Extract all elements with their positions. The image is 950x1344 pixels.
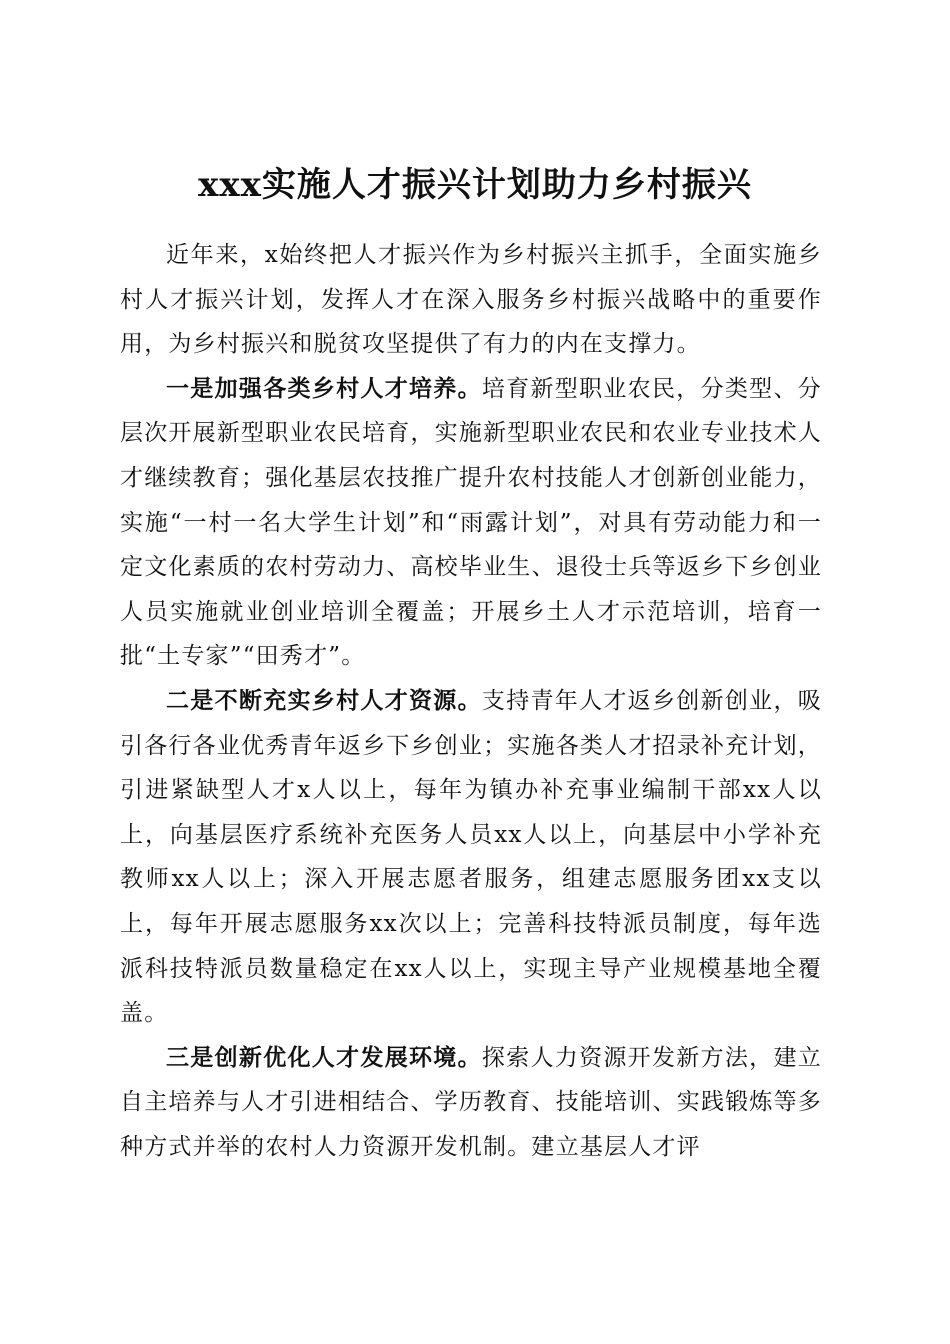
paragraph-lead: 一是加强各类乡村人才培养。 [166, 374, 482, 402]
paragraph-talent-training [120, 367, 822, 679]
paragraph-text: 培育新型职业农民，分类型、分层次开展新型职业农民培育，实施新型职业农民和农业专业技术人才继续教育；强化基层农技推广提升农村技能人才创新创业能力，实施“一村一名大学生计划”和“雨露计划”，对具有劳动能力和一定文化素质的农村劳动力、高校毕业生、退役士兵等返乡下乡创业人员实施就业创业培训全覆盖；开展乡土人才示范培训，培育一批“土专家”“田秀才”。 [120, 375, 822, 670]
paragraph-text: 探索人力资源开发新方法，建立自主培养与人才引进相结合、学历教育、技能培训、实践锻炼等多种方式并举的农村人力资源开发机制。建立基层人才评 [120, 1044, 822, 1160]
paragraph-talent-environment [120, 1036, 822, 1170]
paragraph-lead: 三是创新优化人才发展环境。 [166, 1043, 482, 1071]
paragraph-lead: 二是不断充实乡村人才资源。 [166, 686, 482, 714]
document-title: xxx实施人才振兴计划助力乡村振兴 [198, 164, 752, 205]
paragraph-talent-resources [120, 679, 822, 1036]
paragraph-intro [120, 233, 822, 367]
paragraph-text: 近年来，x始终把人才振兴作为乡村振兴主抓手，全面实施乡村人才振兴计划，发挥人才在深入服务乡村振兴战略中的重要作用，为乡村振兴和脱贫攻坚提供了有力的内在支撑力。 [120, 242, 822, 358]
paragraph-text: 支持青年人才返乡创新创业，吸引各行各业优秀青年返乡下乡创业；实施各类人才招录补充计划，引进紧缺型人才x人以上，每年为镇办补充事业编制干部xx人以上，向基层医疗系统补充医务人员xx人以上，向基层中小学补充教师xx人以上；深入开展志愿者服务，组建志愿服务团xx支以上，每年开展志愿服务xx次以上；完善科技特派员制度，每年选派科技特派员数量稳定在xx人以上，实现主导产业规模基地全覆盖。 [120, 687, 822, 1027]
document-body [120, 233, 822, 1169]
